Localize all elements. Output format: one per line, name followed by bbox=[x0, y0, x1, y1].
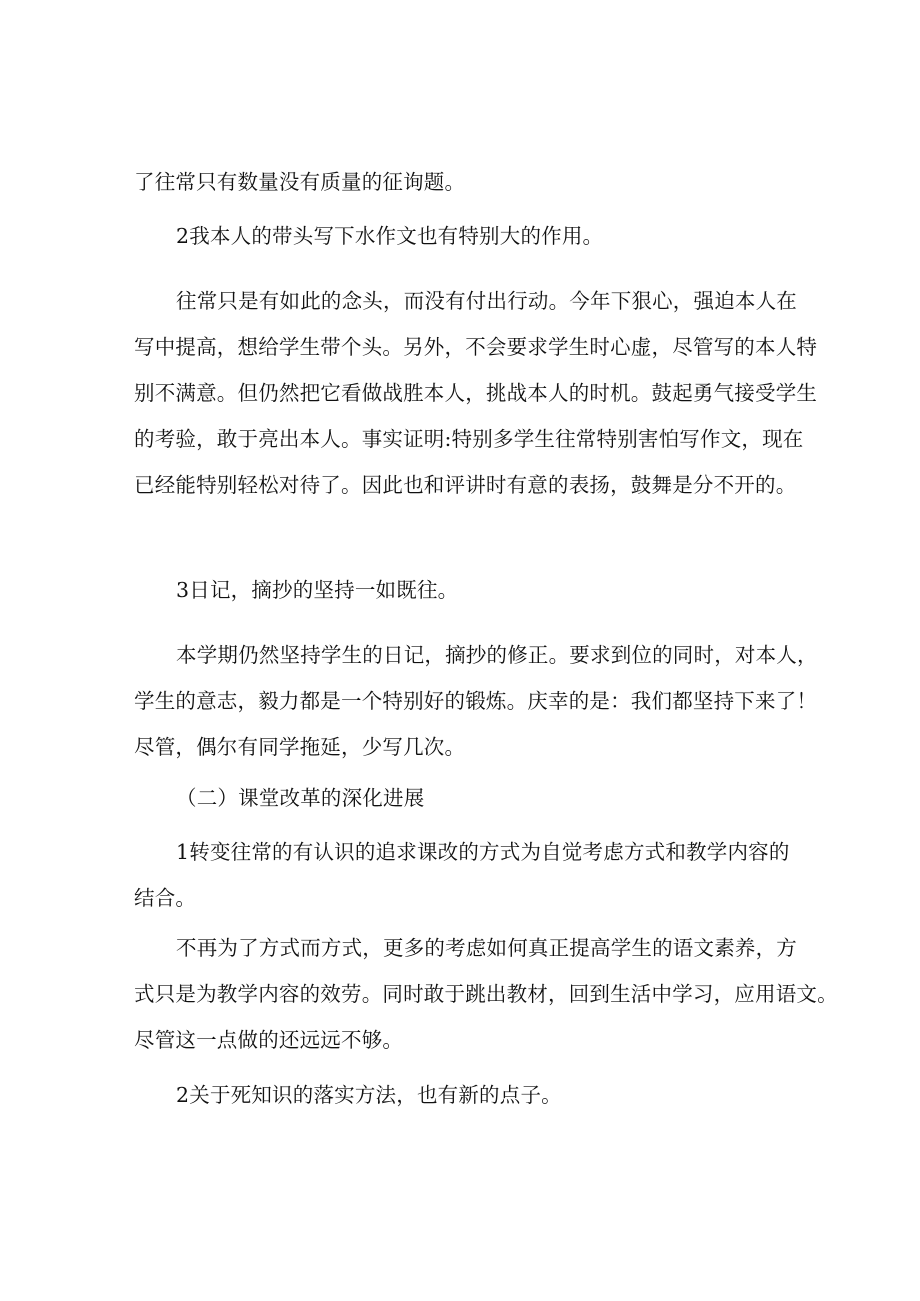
section-heading: （二）课堂改革的深化进展 bbox=[176, 786, 425, 810]
text-line: 2关于死知识的落实方法，也有新的点子。 bbox=[176, 1083, 562, 1107]
text-line: 1转变往常的有认识的追求课改的方式为自觉考虑方式和教学内容的 bbox=[176, 840, 790, 864]
text-line: 的考验，敢于亮出本人。事实证明:特别多学生往常特别害怕写作文，现在 bbox=[134, 427, 804, 451]
text-line: 尽管，偶尔有同学拖延，少写几次。 bbox=[134, 735, 466, 759]
text-line: 写中提高，想给学生带个头。另外，不会要求学生时心虚，尽管写的本人特 bbox=[134, 335, 818, 359]
text-line: 本学期仍然坚持学生的日记，摘抄的修正。要求到位的同时，对本人， bbox=[176, 643, 818, 667]
text-line: 别不满意。但仍然把它看做战胜本人，挑战本人的时机。鼓起勇气接受学生 bbox=[134, 381, 818, 405]
text-line: 尽管这一点做的还远远不够。 bbox=[134, 1028, 404, 1052]
text-line: 不再为了方式而方式，更多的考虑如何真正提高学生的语文素养，方 bbox=[176, 936, 797, 960]
text-line: 已经能特别轻松对待了。因此也和评讲时有意的表扬，鼓舞是分不开的。 bbox=[134, 473, 797, 497]
text-line: 了往常只有数量没有质量的征询题。 bbox=[134, 170, 466, 194]
text-line: 结合。 bbox=[134, 886, 197, 910]
text-line: 学生的意志，毅力都是一个特别好的锻炼。庆幸的是：我们都坚持下来了！ bbox=[134, 689, 818, 713]
text-line: 式只是为教学内容的效劳。同时敢于跳出教材，回到生活中学习，应用语文。 bbox=[134, 982, 838, 1006]
text-line: 2我本人的带头写下水作文也有特别大的作用。 bbox=[176, 224, 604, 248]
text-line: 3日记，摘抄的坚持一如既往。 bbox=[176, 578, 459, 602]
text-line: 往常只是有如此的念头，而没有付出行动。今年下狠心，强迫本人在 bbox=[176, 289, 797, 313]
